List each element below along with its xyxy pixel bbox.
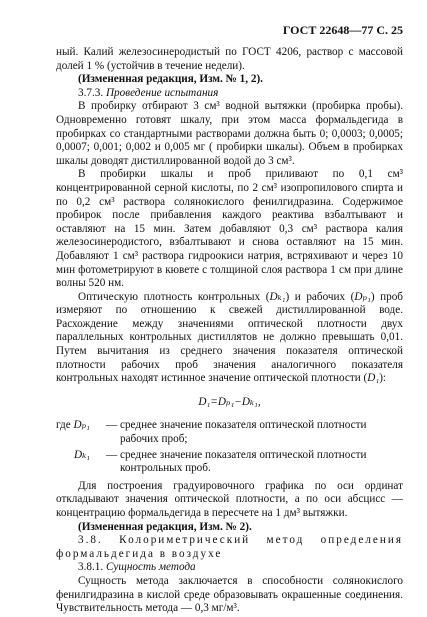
definition-symbol: Dₖ₁	[74, 448, 91, 461]
text-fragment: ) проб измеряют по отношению к свежей дистиллированной воде. Расхождение между значениями оптической плотности двух параллельных контрольных дистиллятов не должно превышать 0,01. Путем вычитания из среднего значения показателя оптической плотности рабочих проб значения аналогичного показателя контрольных находят истинное значение оптической плотности (	[56, 290, 403, 385]
text-fragment: ):	[379, 372, 387, 385]
definition-symbol: Dₚ₁	[73, 419, 90, 432]
section-3-7-3-heading	[56, 87, 403, 101]
definition-text: среднее значение показателя оптической плотности рабочих проб;	[120, 419, 367, 446]
section-3-8-1-heading	[56, 561, 403, 575]
definition-dash: —	[106, 419, 118, 432]
definition-row-1	[56, 419, 403, 446]
section-3-8-heading: 3.8. Колориметрический метод определения формальдегида в воздухе	[56, 534, 403, 560]
where-word: где	[56, 419, 71, 432]
section-number: 3.7.3.	[78, 86, 106, 99]
page-header: ГОСТ 22648—77 С. 25	[282, 23, 403, 37]
edit-note-1: (Измененная редакция, Изм. № 1, 2).	[78, 73, 263, 86]
formula: D₁=Dₚ₁−Dₖ₁,	[198, 395, 261, 408]
paragraph-continuation: ный. Калий железосинеродистый по ГОСТ 4206, раствор с массовой долей 1 % (устойчив в течение недели).	[56, 46, 403, 72]
symbol-d1: D₁	[367, 372, 380, 385]
text-fragment: ) и рабочих (	[285, 290, 355, 303]
paragraph-optical-density	[56, 291, 403, 386]
section-title: Сущность метода	[105, 561, 196, 574]
symbol-dk: Dₖ₁	[269, 290, 286, 303]
definition-lead	[56, 419, 106, 446]
symbol-dp: Dₚ₁	[354, 290, 371, 303]
document-body	[56, 46, 403, 616]
definition-dash: —	[106, 448, 118, 461]
edit-note-2: (Измененная редакция, Изм. № 2).	[78, 520, 252, 533]
section-number: 3.8.1.	[78, 561, 106, 574]
paragraph-method-essence: Сущность метода заключается в способности солянокислого фенилгидразина в кислой среде образовывать окрашенные соединения. Чувствительность метода — 0,3 мг/м³.	[56, 574, 403, 615]
paragraph-procedure: В пробирки шкалы и проб приливают по 0,1 см³ концентрированной серной кислоты, по 2 см³ изопропилового спирта и по 0,2 см³ раствора солянокислого фенилгидразина. Содержимое пробирок после прибавления каждого реактива взбалтывают и оставляют на 15 мин. Затем добавляют 0,3 см³ раствора калия железосинеродистого, взбалтывают и снова оставляют на 15 мин. Добавляют 1 см³ раствора гидроокиси натрия, встряхивают и через 10 мин фотометрируют в кювете с толщиной слоя раствора 1 см при длине волны 520 нм.	[56, 168, 403, 290]
definition-row-2	[56, 449, 403, 476]
definition-text: среднее значение показателя оптической плотности контрольных проб.	[120, 448, 367, 475]
paragraph-calibration: Для построения градуировочного графика по оси ординат откладывают значения оптической плотности, а по оси абсцисс — концентрацию формальдегида в пересчете на 1 дм³ вытяжки.	[56, 479, 403, 519]
paragraph-sampling: В пробирку отбирают 3 см³ водной вытяжки (пробирка пробы). Одновременно готовят шкалу, при этом масса формальдегида в пробирках со стандартными растворами должна быть 0; 0,0003; 0,0005; 0,0007; 0,001; 0,002 и 0,005 мг ( пробирки шкалы). Объем в пробирках шкалы доводят дистиллированной водой до 3 см³.	[56, 100, 403, 167]
text-fragment: Оптическую плотность контрольных (	[78, 290, 270, 303]
section-title: Проведение испытания	[105, 86, 219, 99]
